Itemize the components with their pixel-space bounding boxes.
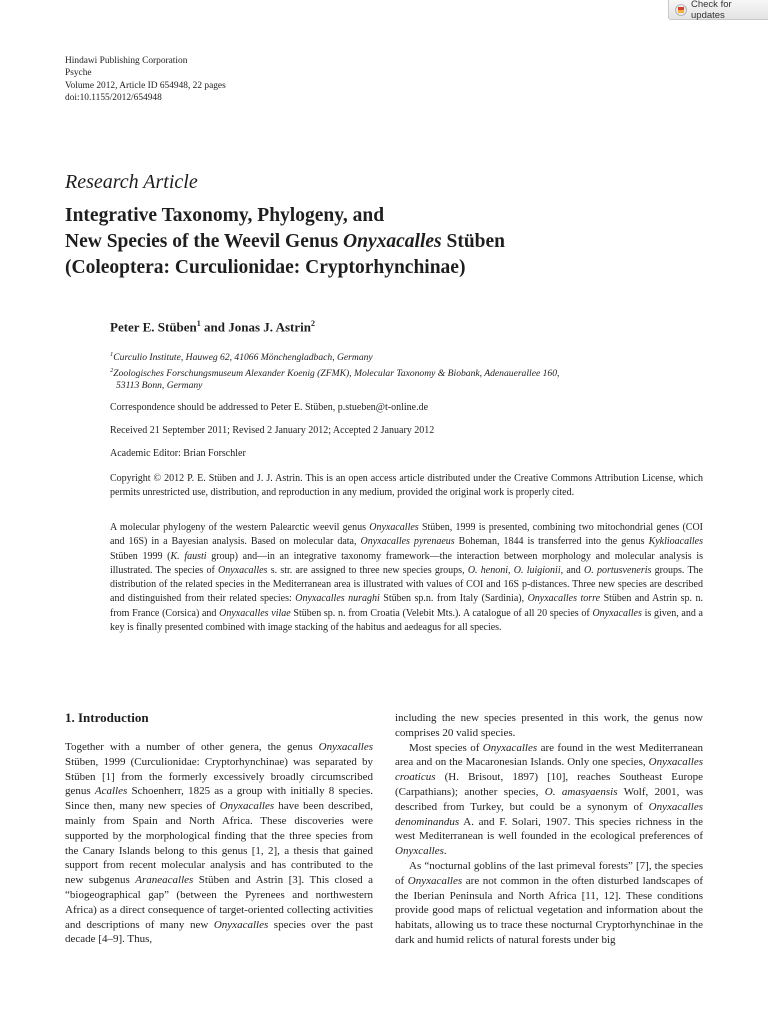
paragraph: Together with a number of other genera, the genus Onyxacalles Stüben, 1999 (Curculionidae: Cryptorhynchinae) was separated by Stüben [1] from the formerly excessively broadly circumscribed genus Acalles Schoenherr, 1825 as a group with initially 8 species. Since then, many new species of Onyxacalles have been described, mainly from Spain and North Africa. These discoveries were supported by the morphological finding that the three species from the Canary Islands belong to this genus [1, 2], a thesis that gained support from recent molecular analysis and has contributed to the new subgenus Araneacalles Stüben and Astrin [3]. This closed a “biogeographical gap” (between the Pyrenees and northwestern Africa) as a direct consequence of target-oriented collecting activities and descriptions of many new Onyxacalles species over the past decade [4–9]. Thus, xyxy=(65,741,374,946)
journal-info xyxy=(65,55,226,105)
copyright-notice: Copyright © 2012 P. E. Stüben and J. J. Astrin. This is an open access article distributed under the Creative Commons Attribution License, which permits unrestricted use, distribution, and reproduction in any medium, provided the original work is properly cited. xyxy=(110,473,703,499)
journal-volume: Volume 2012, Article ID 654948, 22 pages xyxy=(65,80,226,91)
abstract: A molecular phylogeny of the western Palearctic weevil genus Onyxacalles Stüben, 1999 is presented, combining two mitochondrial genes (COI and 16S) in a Bayesian analysis. Based on molecular data, Onyxacalles pyrenaeus Boheman, 1844 is transferred into the genus Kyklioacalles Stüben 1999 (K. fausti group) and—in an integrative taxonomy framework—the interaction between morphology and molecular analysis is illustrated. The species of Onyxacalles s. str. are assigned to three new species groups, O. henoni, O. luigionii, and O. portusveneris groups. The distribution of the related species in the Mediterranean area is illustrated with values of COI and 16S p-distances. Three new species are described and distinguished from their related species: Onyxacalles nuraghi Stüben sp.n. from Italy (Sardinia), Onyxacalles torre Stüben and Astrin sp. n. from France (Corsica) and Onyxacalles vilae Stüben sp. n. from Croatia (Velebit Mts.). A catalogue of all 20 species of Onyxacalles is given, and a key is finally presented combined with image stacking of the habitus and aedeagus for all species. xyxy=(110,522,704,634)
author-connector: and Jonas J. Astrin xyxy=(200,319,311,335)
publisher: Hindawi Publishing Corporation xyxy=(65,56,188,66)
paragraph: As “nocturnal goblins of the last primeval forests” [7], the species of Onyxacalles are not common in the often disturbed landscapes of the Iberian Peninsula and North Africa [11, 12]. These conditions provide good maps of relictual vegetation and information about the habitats, allowing us to trace these nocturnal Cryptorhynchinae in the dark and humid relicts of natural forests under big xyxy=(395,859,703,946)
affiliation-2: $^2$Zoologisches Forschungsmuseum Alexander Koenig (ZFMK), Molecular Taxonomy & Biobank, Adenauerallee 160, xyxy=(110,366,560,379)
body-column-left xyxy=(65,740,373,947)
correspondence-email[interactable]: p.stueben@t-online.de xyxy=(337,402,429,413)
section-heading-introduction: 1. Introduction xyxy=(65,710,149,725)
paragraph: including the new species presented in this work, the genus now comprises 20 valid species. xyxy=(395,712,703,739)
author-1[interactable]: Peter E. Stüben xyxy=(110,319,197,335)
academic-editor: Academic Editor: Brian Forschler xyxy=(110,448,246,459)
body-column-right xyxy=(395,711,703,948)
check-for-updates-label: Check for updates xyxy=(691,0,732,21)
title-line-1: Integrative Taxonomy, Phylogeny, and xyxy=(65,205,385,226)
article-dates: Received 21 September 2011; Revised 2 January 2012; Accepted 2 January 2012 xyxy=(110,425,435,436)
authors: Peter E. Stüben$^1$ and Jonas J. Astrin$^2$ xyxy=(110,319,315,335)
journal-name: Psyche xyxy=(65,68,92,79)
paragraph: Most species of Onyxacalles are found in the west Mediterranean area and on the Macaronesian Islands. Only one species, Onyxacalles croaticus (H. Brisout, 1897) [10], reaches Southeast Europe (Carpathians); another species, O. amasyaensis Wolf, 2001, was described from Turkey, but could be a synonym of Onyxacalles denominandus A. and F. Solari, 1907. This species richness in the west Mediterranean is well founded in the ecological preferences of Onyxcalles. xyxy=(395,741,703,858)
check-for-updates-button[interactable] xyxy=(668,0,768,20)
affiliation-2-cont: 53113 Bonn, Germany xyxy=(116,380,203,392)
title-genus: Onyxacalles xyxy=(343,231,442,252)
journal-doi[interactable]: doi:10.1155/2012/654948 xyxy=(65,93,162,104)
affiliation-1: $^1$Curculio Institute, Hauweg 62, 41066 Mönchengladbach, Germany xyxy=(110,351,373,364)
title-line-2: New Species of the Weevil Genus Onyxacalles Stüben xyxy=(65,231,506,252)
affiliations xyxy=(110,349,559,393)
title-line-3: (Coleoptera: Curculionidae: Cryptorhynchinae) xyxy=(65,257,466,278)
article-title xyxy=(65,203,705,281)
correspondence: Correspondence should be addressed to Peter E. Stüben, p.stueben@t-online.de xyxy=(110,402,429,413)
article-type: Research Article xyxy=(65,171,198,193)
crossmark-icon xyxy=(675,4,687,16)
